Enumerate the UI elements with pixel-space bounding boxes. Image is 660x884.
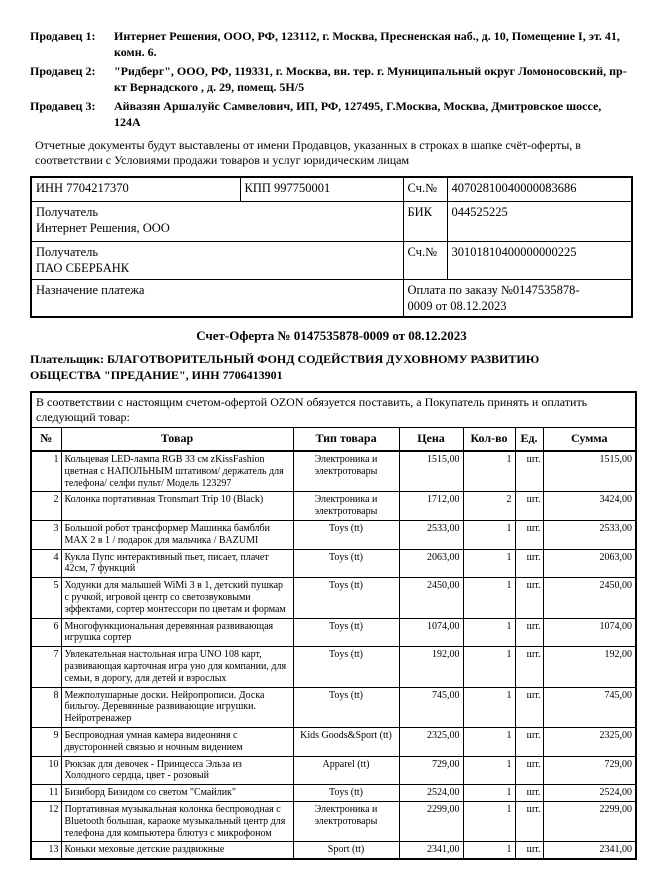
- item-quantity: 1: [463, 647, 515, 687]
- item-name: Ходунки для малышей WiMi 3 в 1, детский пушкар с ручкой, игровой центр со светозвуковыми эффектами, сортер монтессори по цветам и формам: [61, 578, 293, 618]
- item-unit: шт.: [515, 785, 543, 802]
- col-header-quantity: Кол-во: [463, 427, 515, 451]
- item-sum: 1515,00: [543, 451, 636, 492]
- item-row: [31, 451, 636, 492]
- item-name: Коньки меховые детские раздвижные: [61, 842, 293, 859]
- bank-row-inn: [31, 177, 632, 201]
- item-number: 8: [31, 687, 61, 727]
- item-product-type: Kids Goods&Sport (tt): [293, 727, 399, 756]
- recipient-label: Получатель: [36, 204, 99, 219]
- item-unit: шт.: [515, 687, 543, 727]
- item-product-type: Toys (tt): [293, 578, 399, 618]
- item-row: [31, 578, 636, 618]
- item-product-type: Sport (tt): [293, 842, 399, 859]
- bank-row-purpose: [31, 279, 632, 317]
- bank-recipient-label: Получатель: [36, 244, 99, 259]
- item-number: 3: [31, 520, 61, 549]
- item-product-type: Toys (tt): [293, 618, 399, 647]
- bank-recipient-name: ПАО СБЕРБАНК: [36, 260, 130, 275]
- item-number: 9: [31, 727, 61, 756]
- item-row: [31, 842, 636, 859]
- item-unit: шт.: [515, 618, 543, 647]
- item-sum: 2450,00: [543, 578, 636, 618]
- item-quantity: 1: [463, 549, 515, 578]
- bank-details-table: [30, 176, 633, 318]
- item-price: 1712,00: [399, 492, 463, 521]
- offer-intro-text: В соответствии с настоящим счетом-офертой OZON обязуется поставить, а Покупатель принять и оплатить следующий товар:: [31, 392, 636, 428]
- item-number: 13: [31, 842, 61, 859]
- seller-row-2: [30, 63, 633, 95]
- item-price: 2524,00: [399, 785, 463, 802]
- items-table: [30, 391, 637, 861]
- payment-purpose-value: [403, 279, 632, 317]
- document-title: Счет-Оферта № 0147535878-0009 от 08.12.2023: [196, 327, 467, 343]
- item-price: 2341,00: [399, 842, 463, 859]
- item-number: 11: [31, 785, 61, 802]
- bank-row-bank: [31, 241, 632, 279]
- item-price: 192,00: [399, 647, 463, 687]
- item-name: Многофункциональная деревянная развивающая игрушка сортер: [61, 618, 293, 647]
- seller-1-address: Интернет Решения, ООО, РФ, 123112, г. Москва, Пресненская наб., д. 10, Помещение I, эт. 41, комн. 6.: [114, 29, 620, 59]
- item-number: 12: [31, 801, 61, 841]
- item-price: 745,00: [399, 687, 463, 727]
- offer-intro-row: [31, 392, 636, 428]
- sellers-block: [30, 28, 633, 130]
- item-row: [31, 756, 636, 785]
- item-sum: 3424,00: [543, 492, 636, 521]
- item-name: Кукла Пупс интерактивный пьет, писает, плачет 42см, 7 функций: [61, 549, 293, 578]
- item-number: 4: [31, 549, 61, 578]
- recipient-cell: [31, 201, 403, 241]
- item-quantity: 1: [463, 756, 515, 785]
- seller-2-address: "Ридберг", ООО, РФ, 119331, г. Москва, вн. тер. г. Муниципальный округ Ломоносовский, пр-кт Вернадского , д. 29, помещ. 5Н/5: [114, 64, 627, 94]
- item-price: 2450,00: [399, 578, 463, 618]
- report-documents-note: Отчетные документы будут выставлены от имени Продавцов, указанных в строках в шапке счёт-оферты, в соответствии с Условиями продажи товаров и услуг юридическим лицам: [35, 138, 581, 167]
- item-unit: шт.: [515, 520, 543, 549]
- item-price: 2533,00: [399, 520, 463, 549]
- item-row: [31, 549, 636, 578]
- col-header-product: Товар: [61, 427, 293, 451]
- payer-label: Плательщик:: [30, 351, 105, 366]
- item-name: Большой робот трансформер Машинка бамблби MAX 2 в 1 / подарок для мальчика / BAZUMI: [61, 520, 293, 549]
- item-sum: 2063,00: [543, 549, 636, 578]
- item-name: Портативная музыкальная колонка беспроводная с Bluetooth большая, караоке музыкальный центр для телефона для компьютера блютуз с микрофоном: [61, 801, 293, 841]
- item-unit: шт.: [515, 647, 543, 687]
- item-unit: шт.: [515, 492, 543, 521]
- bank-row-recipient: [31, 201, 632, 241]
- item-quantity: 1: [463, 520, 515, 549]
- item-sum: 2325,00: [543, 727, 636, 756]
- account-number: 40702810040000083686: [447, 177, 632, 201]
- item-row: [31, 492, 636, 521]
- items-header-row: [31, 427, 636, 451]
- item-row: [31, 727, 636, 756]
- item-product-type: Электроника и электротовары: [293, 492, 399, 521]
- item-unit: шт.: [515, 727, 543, 756]
- item-row: [31, 520, 636, 549]
- item-product-type: Toys (tt): [293, 647, 399, 687]
- payer-name: БЛАГОТВОРИТЕЛЬНЫЙ ФОНД СОДЕЙСТВИЯ ДУХОВНОМУ РАЗВИТИЮ ОБЩЕСТВА "ПРЕДАНИЕ", ИНН 7706413901: [30, 351, 540, 382]
- item-unit: шт.: [515, 549, 543, 578]
- item-sum: 2524,00: [543, 785, 636, 802]
- seller-3-address: Айвазян Аршалуйс Самвелович, ИП, РФ, 127495, Г.Москва, Москва, Дмитровское шоссе, 124А: [114, 99, 602, 129]
- item-name: Бизиборд Бизидом со светом "Смайлик": [61, 785, 293, 802]
- item-product-type: Электроника и электротовары: [293, 801, 399, 841]
- recipient-name: Интернет Решения, ООО: [36, 220, 170, 235]
- seller-1-label: Продавец 1:: [30, 29, 96, 43]
- item-unit: шт.: [515, 756, 543, 785]
- item-price: 2063,00: [399, 549, 463, 578]
- item-sum: 2299,00: [543, 801, 636, 841]
- item-name: Колонка портативная Tronsmart Trip 10 (Black): [61, 492, 293, 521]
- col-header-unit: Ед.: [515, 427, 543, 451]
- item-quantity: 1: [463, 578, 515, 618]
- col-header-sum: Сумма: [543, 427, 636, 451]
- corr-account-label: Сч.№: [403, 241, 447, 279]
- item-number: 10: [31, 756, 61, 785]
- item-unit: шт.: [515, 842, 543, 859]
- item-quantity: 1: [463, 687, 515, 727]
- item-product-type: Toys (tt): [293, 520, 399, 549]
- item-row: [31, 785, 636, 802]
- payment-purpose-text: Оплата по заказу №0147535878-0009 от 08.12.2023: [407, 282, 580, 313]
- item-name: Межполушарные доски. Нейропрописи. Доска бильгоу. Деревянные развивающие игрушки. Нейротренажер: [61, 687, 293, 727]
- bik-label: БИК: [403, 201, 447, 241]
- item-product-type: Toys (tt): [293, 687, 399, 727]
- item-quantity: 1: [463, 801, 515, 841]
- col-header-number: №: [31, 427, 61, 451]
- kpp-value: КПП 997750001: [240, 177, 403, 201]
- item-row: [31, 687, 636, 727]
- item-row: [31, 618, 636, 647]
- item-name: Беспроводная умная камера видеоняня с двусторонней связью и ночным видением: [61, 727, 293, 756]
- payment-purpose-label: Назначение платежа: [31, 279, 403, 317]
- item-product-type: Apparel (tt): [293, 756, 399, 785]
- item-unit: шт.: [515, 801, 543, 841]
- item-name: Кольцевая LED-лампа RGB 33 см zKissFashion цветная с НАПОЛЬНЫМ штативом/ держатель для телефона/ селфи пульт/ Модель 123297: [61, 451, 293, 492]
- item-number: 7: [31, 647, 61, 687]
- item-name: Увлекательная настольная игра UNO 108 карт, развивающая карточная игра уно для компании, для семьи, в дорогу, для детей и взрослых: [61, 647, 293, 687]
- seller-row-1: [30, 28, 633, 60]
- seller-row-3: [30, 98, 633, 130]
- item-product-type: Toys (tt): [293, 549, 399, 578]
- item-unit: шт.: [515, 578, 543, 618]
- corr-account-number: 30101810400000000225: [447, 241, 632, 279]
- bik-value: 044525225: [447, 201, 632, 241]
- payer-line: [30, 351, 592, 383]
- item-sum: 729,00: [543, 756, 636, 785]
- item-quantity: 1: [463, 451, 515, 492]
- item-product-type: Электроника и электротовары: [293, 451, 399, 492]
- item-unit: шт.: [515, 451, 543, 492]
- item-product-type: Toys (tt): [293, 785, 399, 802]
- item-number: 2: [31, 492, 61, 521]
- item-quantity: 1: [463, 618, 515, 647]
- bank-recipient-cell: [31, 241, 403, 279]
- item-price: 1515,00: [399, 451, 463, 492]
- item-sum: 2341,00: [543, 842, 636, 859]
- col-header-price: Цена: [399, 427, 463, 451]
- seller-3-label: Продавец 3:: [30, 99, 96, 113]
- item-number: 1: [31, 451, 61, 492]
- inn-value: ИНН 7704217370: [31, 177, 240, 201]
- item-number: 5: [31, 578, 61, 618]
- item-price: 729,00: [399, 756, 463, 785]
- item-name: Рюкзак для девочек - Принцесса Эльза из Холодного сердца, цвет - розовый: [61, 756, 293, 785]
- item-price: 2299,00: [399, 801, 463, 841]
- item-number: 6: [31, 618, 61, 647]
- item-sum: 192,00: [543, 647, 636, 687]
- item-sum: 1074,00: [543, 618, 636, 647]
- item-row: [31, 647, 636, 687]
- item-price: 1074,00: [399, 618, 463, 647]
- item-sum: 2533,00: [543, 520, 636, 549]
- item-quantity: 1: [463, 727, 515, 756]
- item-price: 2325,00: [399, 727, 463, 756]
- seller-2-label: Продавец 2:: [30, 64, 96, 78]
- item-quantity: 1: [463, 842, 515, 859]
- col-header-product-type: Тип товара: [293, 427, 399, 451]
- item-quantity: 1: [463, 785, 515, 802]
- item-sum: 745,00: [543, 687, 636, 727]
- item-quantity: 2: [463, 492, 515, 521]
- account-label: Сч.№: [403, 177, 447, 201]
- item-row: [31, 801, 636, 841]
